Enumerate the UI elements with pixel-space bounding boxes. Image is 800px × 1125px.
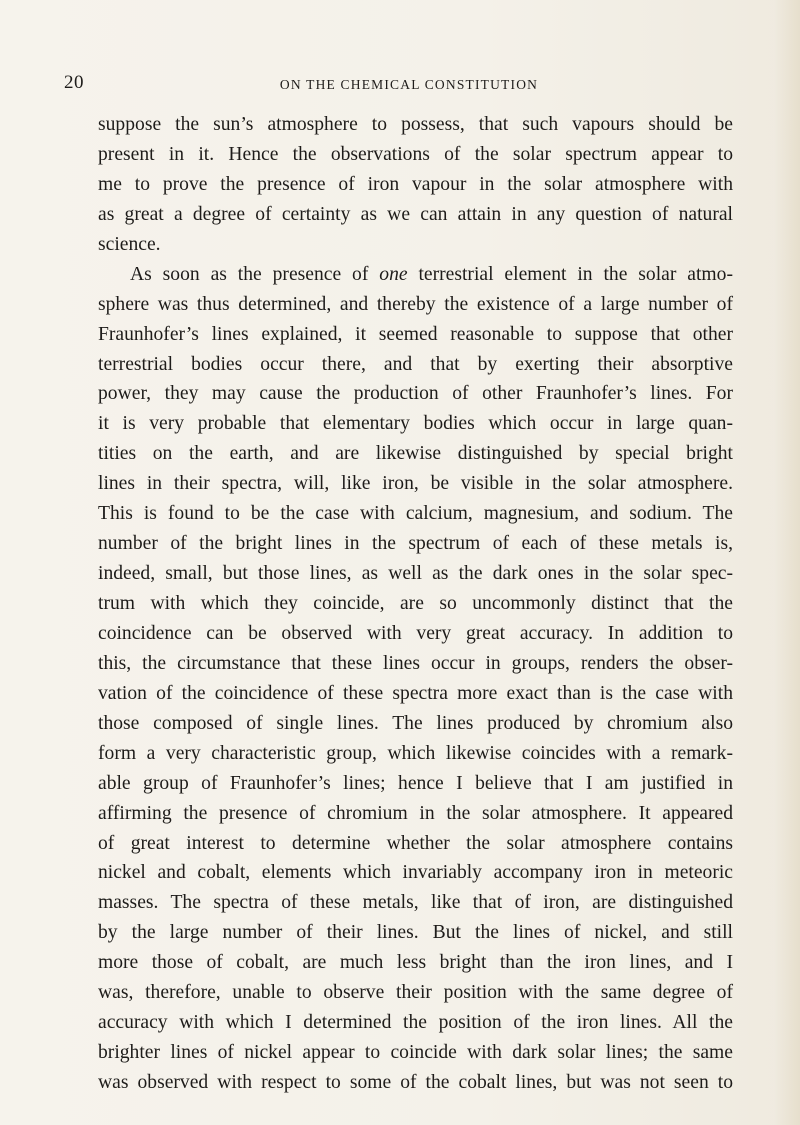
emphasized-word: one	[379, 263, 408, 285]
text-line: it is very probable that elementary bodies which occur in large quan-	[98, 413, 733, 435]
text-line: brighter lines of nickel appear to coincide with dark solar lines; the same	[98, 1042, 733, 1064]
text-line: terrestrial bodies occur there, and that by exerting their absorptive	[98, 353, 733, 375]
text-line: those composed of single lines. The lines produced by chromium also	[98, 712, 733, 734]
text-line: suppose the sun’s atmosphere to possess, that such vapours should be	[98, 114, 733, 135]
text-line: form a very characteristic group, which likewise coincides with a remark-	[98, 742, 733, 764]
text-line-first: As soon as the presence of one terrestrial element in the solar atmo-	[130, 263, 733, 285]
text-line: accuracy with which I determined the position of the iron lines. All the	[98, 1012, 733, 1034]
text-line: more those of cobalt, are much less bright than the iron lines, and I	[98, 952, 733, 974]
text-line: trum with which they coincide, are so uncommonly distinct that the	[98, 593, 733, 614]
text-line: affirming the presence of chromium in the solar atmosphere. It appeared	[98, 802, 733, 824]
text-line: masses. The spectra of these metals, like that of iron, are distinguished	[98, 892, 733, 914]
text-line: power, they may cause the production of other Fraunhofer’s lines. For	[98, 383, 733, 405]
text-line: nickel and cobalt, elements which invariably accompany iron in meteoric	[98, 862, 733, 884]
text-line: indeed, small, but those lines, as well as the dark ones in the solar spec-	[98, 563, 733, 585]
page-edge-shadow	[774, 0, 800, 1125]
text-line: tities on the earth, and are likewise distinguished by special bright	[98, 443, 733, 465]
text-line: vation of the coincidence of these spectra more exact than is the case with	[98, 682, 733, 704]
text-line: able group of Fraunhofer’s lines; hence I believe that I am justified in	[98, 772, 733, 794]
text-line: number of the bright lines in the spectrum of each of these metals is,	[98, 533, 733, 555]
text-line: as great a degree of certainty as we can attain in any question of natural	[98, 203, 733, 225]
text-line: me to prove the presence of iron vapour in the solar atmosphere with	[98, 173, 733, 195]
body-text	[98, 110, 733, 1098]
paragraph-2	[98, 260, 733, 1098]
paragraph-1	[98, 110, 733, 260]
text-line: present in it. Hence the observations of the solar spectrum appear to	[98, 143, 733, 165]
running-head: ON THE CHEMICAL CONSTITUTION	[279, 77, 539, 92]
text-line: of great interest to determine whether the solar atmosphere contains	[98, 832, 733, 854]
text-line: was, therefore, unable to observe their position with the same degree of	[98, 982, 733, 1004]
page-header	[64, 72, 724, 100]
text-line: sphere was thus determined, and thereby the existence of a large number of	[98, 293, 733, 315]
text-line: Fraunhofer’s lines explained, it seemed reasonable to suppose that other	[98, 323, 733, 345]
text-line: this, the circumstance that these lines occur in groups, renders the obser-	[98, 652, 733, 674]
page-number: 20	[64, 72, 84, 93]
text-line: by the large number of their lines. But the lines of nickel, and still	[98, 922, 733, 944]
text-line: This is found to be the case with calcium, magnesium, and sodium. The	[98, 503, 733, 525]
text-line: was observed with respect to some of the cobalt lines, but was not seen to	[98, 1072, 733, 1093]
text-line: science.	[98, 233, 161, 255]
text-line: coincidence can be observed with very great accuracy. In addition to	[98, 622, 733, 644]
text-line: lines in their spectra, will, like iron, be visible in the solar atmosphere.	[98, 473, 733, 495]
